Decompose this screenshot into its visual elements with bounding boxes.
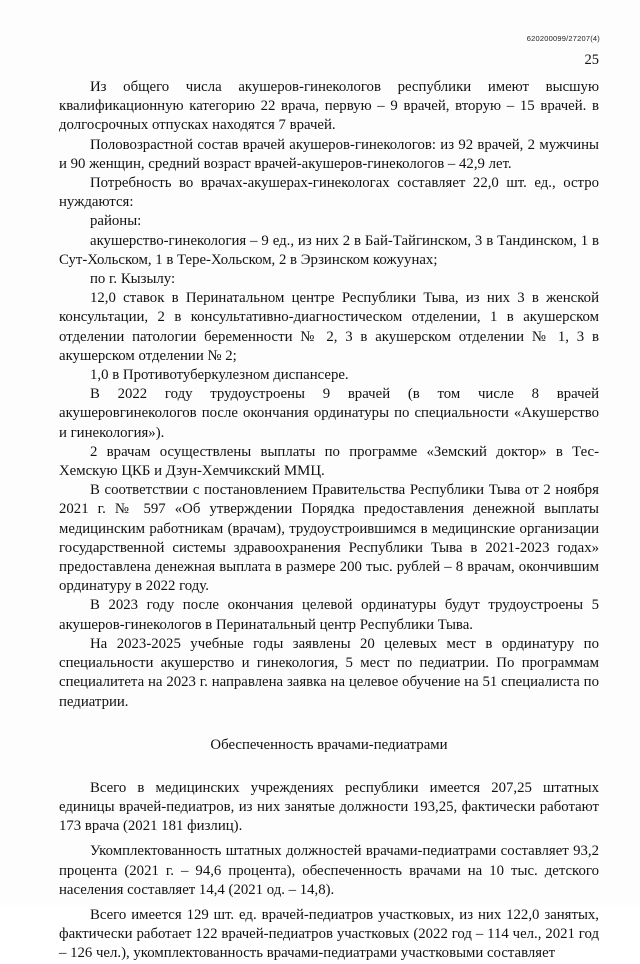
paragraph-districts-detail: акушерство-гинекология – 9 ед., из них 2 в Бай-Тайгинском, 3 в Тандинском, 1 в Сут-Хольском, 1 в Тере-Хольском, 2 в Эрзинском кожуунах; [59,232,599,268]
paragraph-staffing: Укомплектованность штатных должностей врачами-педиатрами составляет 93,2 процента (2021 г. – 94,6 процента), обеспеченность врачами на 10 тыс. детского населения составляет 14,4 (2021 од. – 14,8). [59,843,599,898]
paragraph-tb-dispensary: 1,0 в Противотуберкулезном диспансере. [90,367,349,384]
paragraph-need: Потребность во врачах-акушерах-гинекологах составляет 22,0 шт. ед., остро нуждаются: [59,175,599,211]
paragraph-perinatal-center: 12,0 ставок в Перинатальном центре Республики Тыва, из них 3 в женской консультации, 2 в консультативно-диагностическом отделении, 1 в акушерском отделении патологии беременности № 2, 3 в акушерском отделении № 1, 3 в акушерском отделении № 2; [59,290,599,364]
paragraph-resolution: В соответствии с постановлением Правительства Республики Тыва от 2 ноября 2021 г. № 597 «Об утверждении Порядка предоставления денежной выплаты медицинским работникам (врачам), трудоустроившимся в медицинские организации государственной системы здравоохранения Республики Тыва в 2021-2023 годах» предоставлена денежная выплата в размере 200 тыс. рублей – 8 врачам, окончившим ординатуру в 2022 году. [59,482,599,595]
document-code: 620200099/27207(4) [526,34,600,43]
paragraph-target-places: На 2023-2025 учебные годы заявлены 20 целевых мест в ординатуру по специальности акушерство и гинекология, 5 мест по педиатрии. По программам специалитета на 2023 г. направлена заявка на целевое обучение на 51 специалиста по педиатрии. [59,635,599,710]
paragraph-districts-label: районы: [90,213,142,230]
section-title: Обеспеченность врачами-педиатрами [210,736,448,753]
paragraph-pediatricians-total: Всего в медицинских учреждениях республики имеется 207,25 штатных единицы врачей-педиатров, из них занятые должности 193,25, фактически работают 173 врача (2021 181 физлиц). [59,779,599,835]
paragraph-zemsky-doctor: 2 врачам осуществлены выплаты по программе «Земский доктор» в Тес-Хемскую ЦКБ и Дзун-Хемчикский ММЦ. [59,443,599,480]
document-body [59,78,599,964]
paragraph-2023-residency: В 2023 году после окончания целевой ординатуры будут трудоустроены 5 акушеров-гинекологов в Перинатальный центр Республики Тыва. [59,597,599,633]
paragraph-district-pediatricians: Всего имеется 129 шт. ед. врачей-педиатров участковых, из них 122,0 занятых, фактически работает 122 врачей-педиатров участковых (2022 год – 114 чел., 2021 год – 126 чел.), укомплектованность врачами-педиатрами участковыми составляет [59,906,599,962]
paragraph-qualification: Из общего числа акушеров-гинекологов республики имеют высшую квалификационную категорию 22 врача, первую – 9 врачей, вторую – 15 врачей. в долгосрочных отпусках находятся 7 врачей. [59,79,599,134]
paragraph-kyzyl-label: по г. Кызылу: [90,271,176,288]
paragraph-age-structure: Половозрастной состав врачей акушеров-гинекологов: из 92 врачей, 2 мужчины и 90 женщин, средний возраст врачей-акушеров-гинекологов – 42,9 лет. [59,136,599,172]
paragraph-employed-2022: В 2022 году трудоустроены 9 врачей (в том числе 8 врачей акушеровгинекологов после окончания ординатуры по специальности «Акушерство и гинекология»). [59,386,599,441]
page-number: 25 [584,52,599,68]
